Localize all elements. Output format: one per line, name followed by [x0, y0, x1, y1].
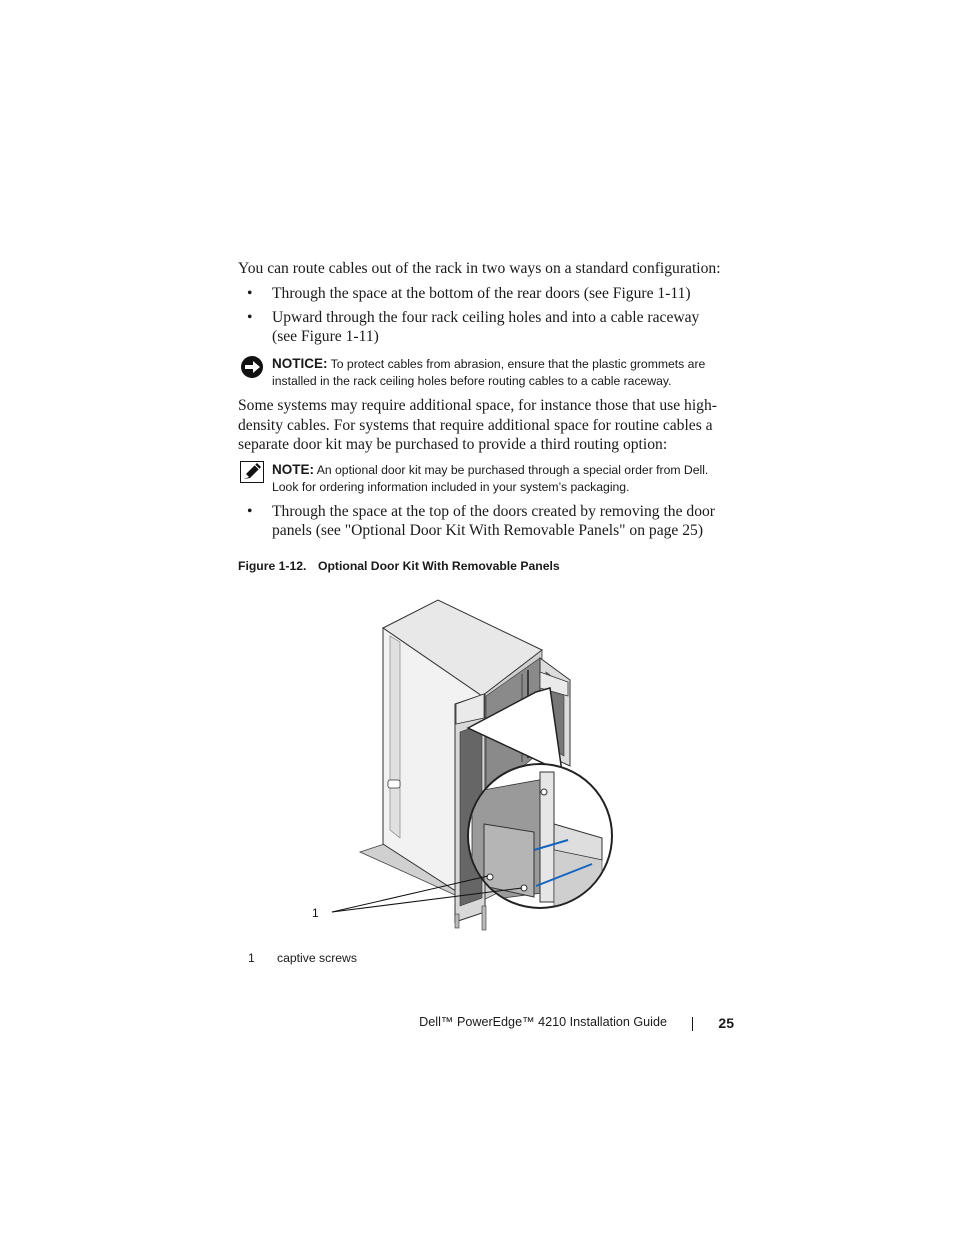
- figure-number: Figure 1-12.: [238, 559, 307, 573]
- figure-legend: [248, 951, 357, 965]
- figure-title: Optional Door Kit With Removable Panels: [318, 559, 560, 573]
- note-pencil-icon: [240, 461, 264, 488]
- notice-text: To protect cables from abrasion, ensure that the plastic grommets are installed in the rack ceiling holes before routing cables to a cable raceway.: [272, 357, 706, 388]
- notice-icon: [240, 355, 264, 384]
- rack-door-illustration: [300, 592, 630, 942]
- footer-guide-title: Dell™ PowerEdge™ 4210 Installation Guide: [419, 1015, 667, 1029]
- bullet-marker: •: [247, 309, 253, 326]
- notice-label: NOTICE:: [272, 356, 328, 371]
- list-item-text: Through the space at the top of the doors created by removing the door panels (see "Optional Door Kit With Removable Panels" on page 25): [272, 503, 715, 539]
- page-number: 25: [718, 1015, 734, 1031]
- note-callout: [238, 461, 738, 496]
- list-item-text: Through the space at the bottom of the rear doors (see Figure 1-11): [272, 285, 691, 302]
- list-item-text: Upward through the four rack ceiling holes and into a cable raceway (see Figure 1-11): [272, 309, 700, 345]
- note-text: An optional door kit may be purchased through a special order from Dell. Look for ordering information included in your system’s packaging.: [272, 463, 709, 494]
- notice-callout: [238, 355, 738, 390]
- callout-number: 1: [312, 906, 319, 920]
- list-item: [247, 284, 727, 303]
- bullet-marker: •: [247, 285, 253, 302]
- legend-number: 1: [248, 951, 255, 965]
- footer-divider: [692, 1017, 693, 1031]
- legend-text: captive screws: [277, 951, 357, 965]
- note-label: NOTE:: [272, 462, 314, 477]
- bullet-marker: •: [247, 503, 253, 520]
- figure-caption: [238, 559, 560, 573]
- intro-paragraph: You can route cables out of the rack in two ways on a standard configuration:: [238, 260, 721, 277]
- list-item: [247, 308, 727, 346]
- list-item: [247, 502, 727, 540]
- body-paragraph: Some systems may require additional space, for instance those that use high-density cables. For systems that require additional space for routine cables a separate door kit may be purchased to provide a third routing option:: [238, 397, 717, 453]
